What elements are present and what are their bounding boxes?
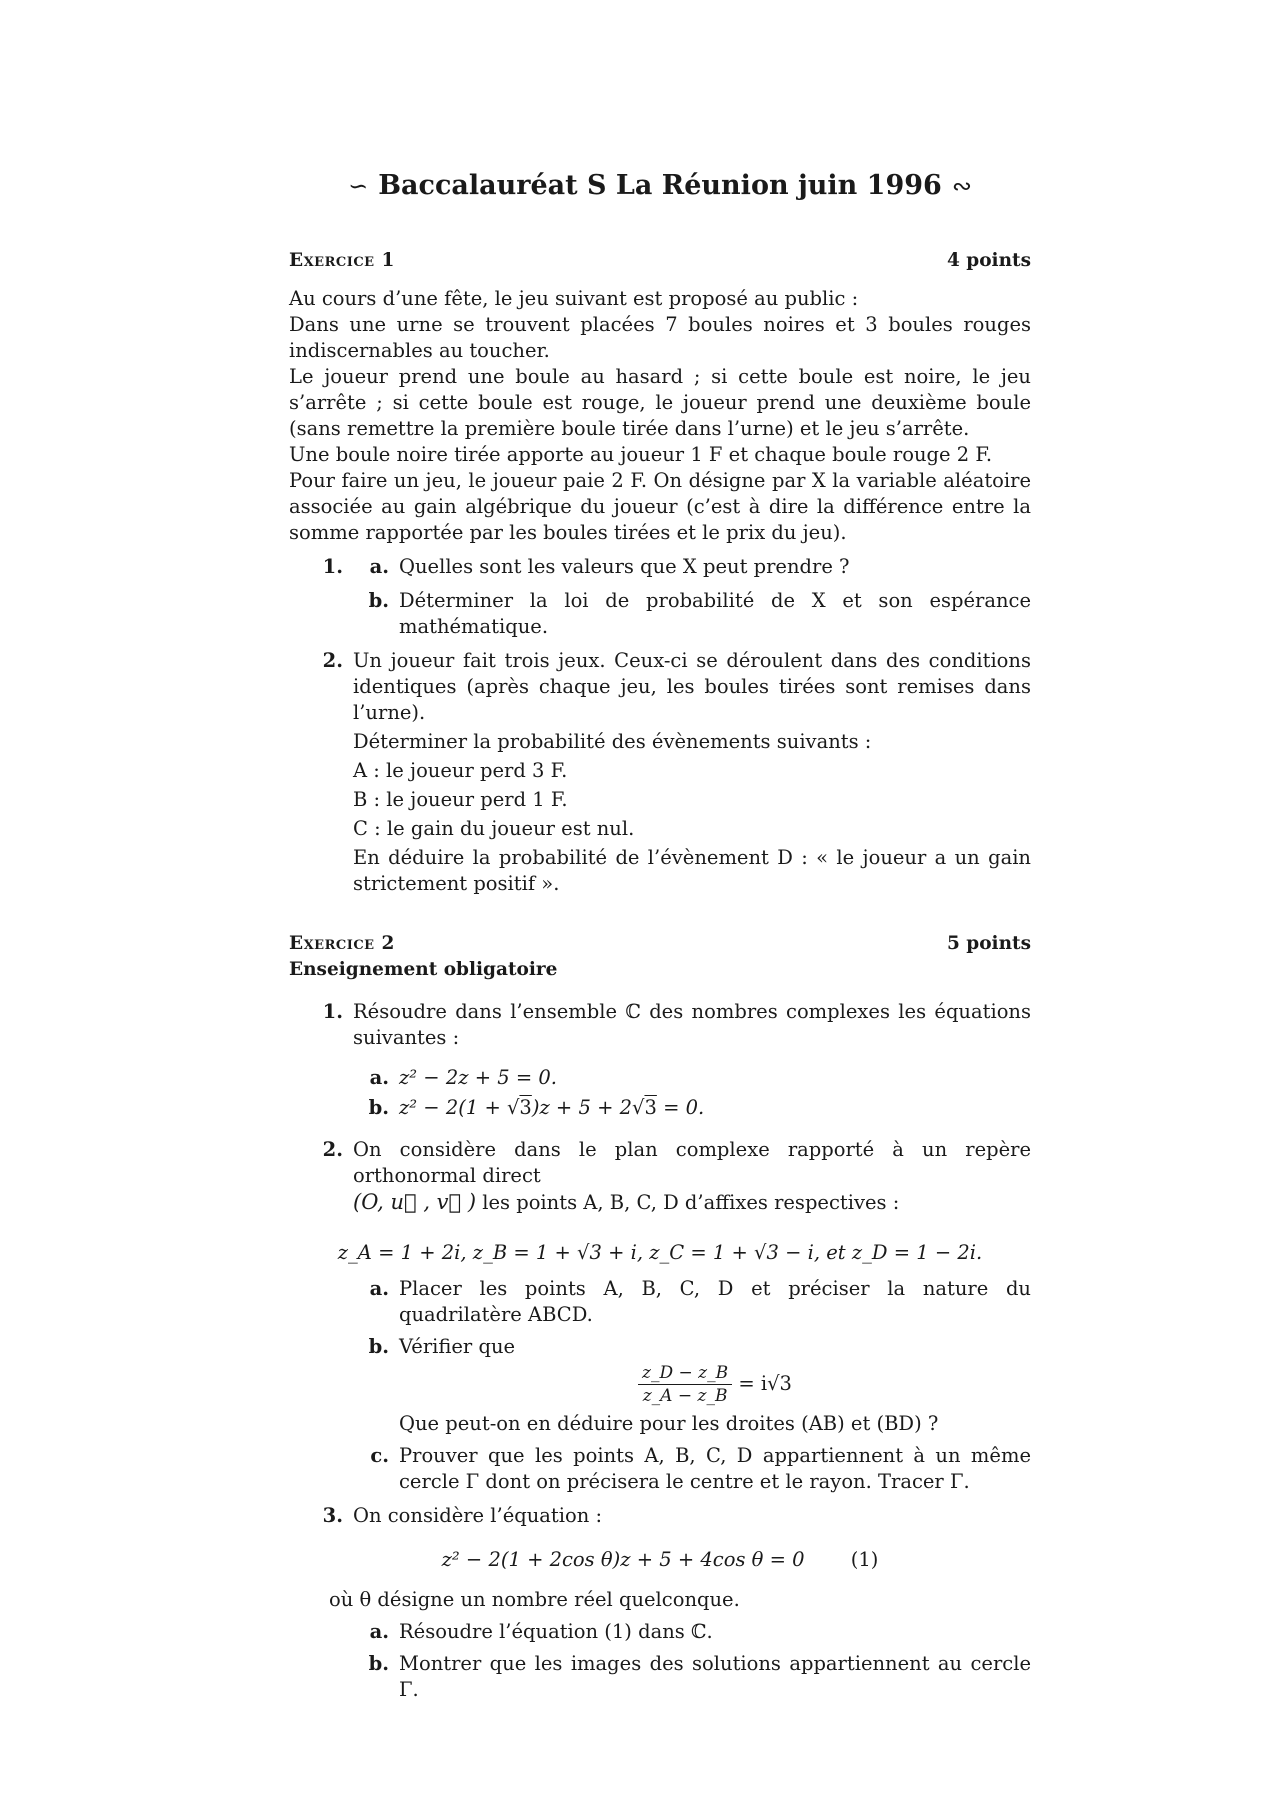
fraction-rhs: = i√3 (738, 1372, 792, 1395)
subquestion-label: b. (368, 1096, 389, 1119)
question-text: Un joueur fait trois jeux. Ceux-ci se déroulent dans des conditions identiques (après chaque jeu, les boules tirées sont remises dans l’urne). (353, 649, 1031, 724)
intro-line: Au cours d’une fête, le jeu suivant est proposé au public : (289, 287, 859, 310)
subquestion-text: Placer les points A, B, C, D et préciser la nature du quadrilatère ABCD. (399, 1277, 1031, 1326)
question-text: On considère l’équation : (353, 1504, 603, 1527)
subquestion-label: b. (368, 589, 389, 612)
ex2-question-1 (289, 999, 1031, 1051)
ex2-question-2b (353, 1334, 1031, 1437)
question-number: 2. (322, 1138, 343, 1161)
question-text: On considère dans le plan complexe rapporté à un repère orthonormal direct (353, 1138, 1031, 1187)
equation-1b (399, 1095, 1031, 1121)
intro-line: Une boule noire tirée apporte au joueur 1 F et chaque boule rouge 2 F. (289, 443, 993, 466)
exercise-1-title: Exercice 1 (289, 250, 395, 271)
eq-part: = 0. (656, 1096, 705, 1119)
question-number: 2. (322, 649, 343, 672)
equation-tag: (1) (850, 1548, 879, 1571)
affixes-equation: z_A = 1 + 2i, z_B = 1 + √3 + i, z_C = 1 + √3 − i, et z_D = 1 − 2i. (337, 1241, 983, 1264)
subquestion-label: a. (369, 1277, 389, 1300)
fraction (638, 1362, 732, 1407)
eq-part: z² − 2(1 + (399, 1096, 507, 1119)
question-text-2 (353, 1189, 1031, 1216)
equation-text: z² − 2(1 + 2cos θ)z + 5 + 4cos θ = 0 (441, 1548, 805, 1571)
subquestion-text: Résoudre l’équation (1) dans ℂ. (399, 1620, 713, 1643)
page-title (289, 168, 1031, 204)
exercise-2-header (289, 931, 1031, 957)
exercise-1-header (289, 248, 1031, 274)
intro-line: Pour faire un jeu, le joueur paie 2 F. On désigne par X la variable aléatoire associée au gain algébrique du joueur (c’est à dire la différence entre la somme rapportée par les boules tirées et le prix du jeu). (289, 469, 1031, 544)
subquestion-label: b. (368, 1335, 389, 1358)
ex2-question-3 (289, 1503, 1031, 1529)
ex2-question-1b (353, 1095, 1031, 1121)
question-text: Résoudre dans l’ensemble ℂ des nombres complexes les équations suivantes : (353, 1000, 1031, 1049)
theta-note: où θ désigne un nombre réel quelconque. (329, 1588, 740, 1611)
frame-notation: (O, u⃗ , v⃗ ) (353, 1190, 477, 1214)
ex2-question-1a (353, 1065, 1031, 1091)
sqrt-sign: √ (506, 1096, 520, 1119)
subquestion-text: Montrer que les images des solutions appartiennent au cercle Γ. (399, 1652, 1031, 1701)
subquestion-text: Que peut-on en déduire pour les droites (AB) et (BD) ? (399, 1412, 939, 1435)
ex1-question-1 (289, 554, 1031, 580)
question-number: 1. (322, 555, 343, 578)
fraction-denominator: z_A − z_B (642, 1386, 728, 1406)
intro-line: Le joueur prend une boule au hasard ; si cette boule est noire, le jeu s’arrête ; si cette boule est rouge, le joueur prend une deuxième boule (sans remettre la première boule tirée dans l’urne) et le jeu s’arrête. (289, 365, 1031, 440)
exercise-1-intro (289, 286, 1031, 546)
question-text: En déduire la probabilité de l’évènement D : « le joueur a un gain strictement positif ». (353, 846, 1031, 895)
exercise-2-points: 5 points (946, 933, 1031, 954)
exercise-1-points: 4 points (946, 250, 1031, 271)
sqrt-radicand: 3 (644, 1096, 657, 1119)
event-a: A : le joueur perd 3 F. (353, 759, 568, 782)
document-page (289, 168, 1031, 1703)
exercise-2-title: Exercice 2 (289, 933, 395, 954)
sqrt-sign: √ (632, 1096, 645, 1119)
subquestion-text: Vérifier que (399, 1335, 516, 1358)
ornament-right-icon: ∾ (951, 172, 972, 200)
ex2-question-3a (353, 1619, 1031, 1645)
fraction-numerator: z_D − z_B (638, 1362, 732, 1385)
subquestion-text: Prouver que les points A, B, C, D appartiennent à un même cercle Γ dont on précisera le centre et le rayon. Tracer Γ. (399, 1444, 1031, 1493)
subquestion-text: Déterminer la loi de probabilité de X et son espérance mathématique. (399, 589, 1031, 638)
ex2-question-2c (353, 1443, 1031, 1495)
question-number: 1. (322, 1000, 343, 1023)
ex1-question-2 (289, 648, 1031, 897)
event-c: C : le gain du joueur est nul. (353, 817, 635, 840)
fraction-equation (399, 1362, 1031, 1407)
event-b: B : le joueur perd 1 F. (353, 788, 568, 811)
ex2-question-2a (353, 1276, 1031, 1328)
eq-part: )z + 5 + 2 (531, 1096, 633, 1119)
equation-1 (289, 1547, 1031, 1573)
question-number: 3. (322, 1504, 343, 1527)
ex2-question-2 (289, 1137, 1031, 1216)
sqrt-radicand: 3 (519, 1096, 532, 1119)
title-text: Baccalauréat S La Réunion juin 1996 (378, 170, 942, 201)
subquestion-label: a. (369, 1066, 389, 1089)
subquestion-label: b. (368, 1652, 389, 1675)
subquestion-text: Quelles sont les valeurs que X peut prendre ? (399, 555, 850, 578)
points-text: les points A, B, C, D d’affixes respectives : (476, 1191, 900, 1214)
ex2-question-3b (353, 1651, 1031, 1703)
intro-line: Dans une urne se trouvent placées 7 boules noires et 3 boules rouges indiscernables au toucher. (289, 313, 1031, 362)
ex1-question-1b (353, 588, 1031, 640)
question-text: Déterminer la probabilité des évènements suivants : (353, 730, 872, 753)
exercise-2-subtitle: Enseignement obligatoire (289, 959, 558, 980)
subquestion-label: c. (370, 1444, 389, 1467)
equation-1a: z² − 2z + 5 = 0. (399, 1066, 557, 1089)
subquestion-label: a. (369, 1620, 389, 1643)
ornament-left-icon: ∽ (348, 172, 369, 200)
subquestion-label: a. (369, 555, 389, 578)
